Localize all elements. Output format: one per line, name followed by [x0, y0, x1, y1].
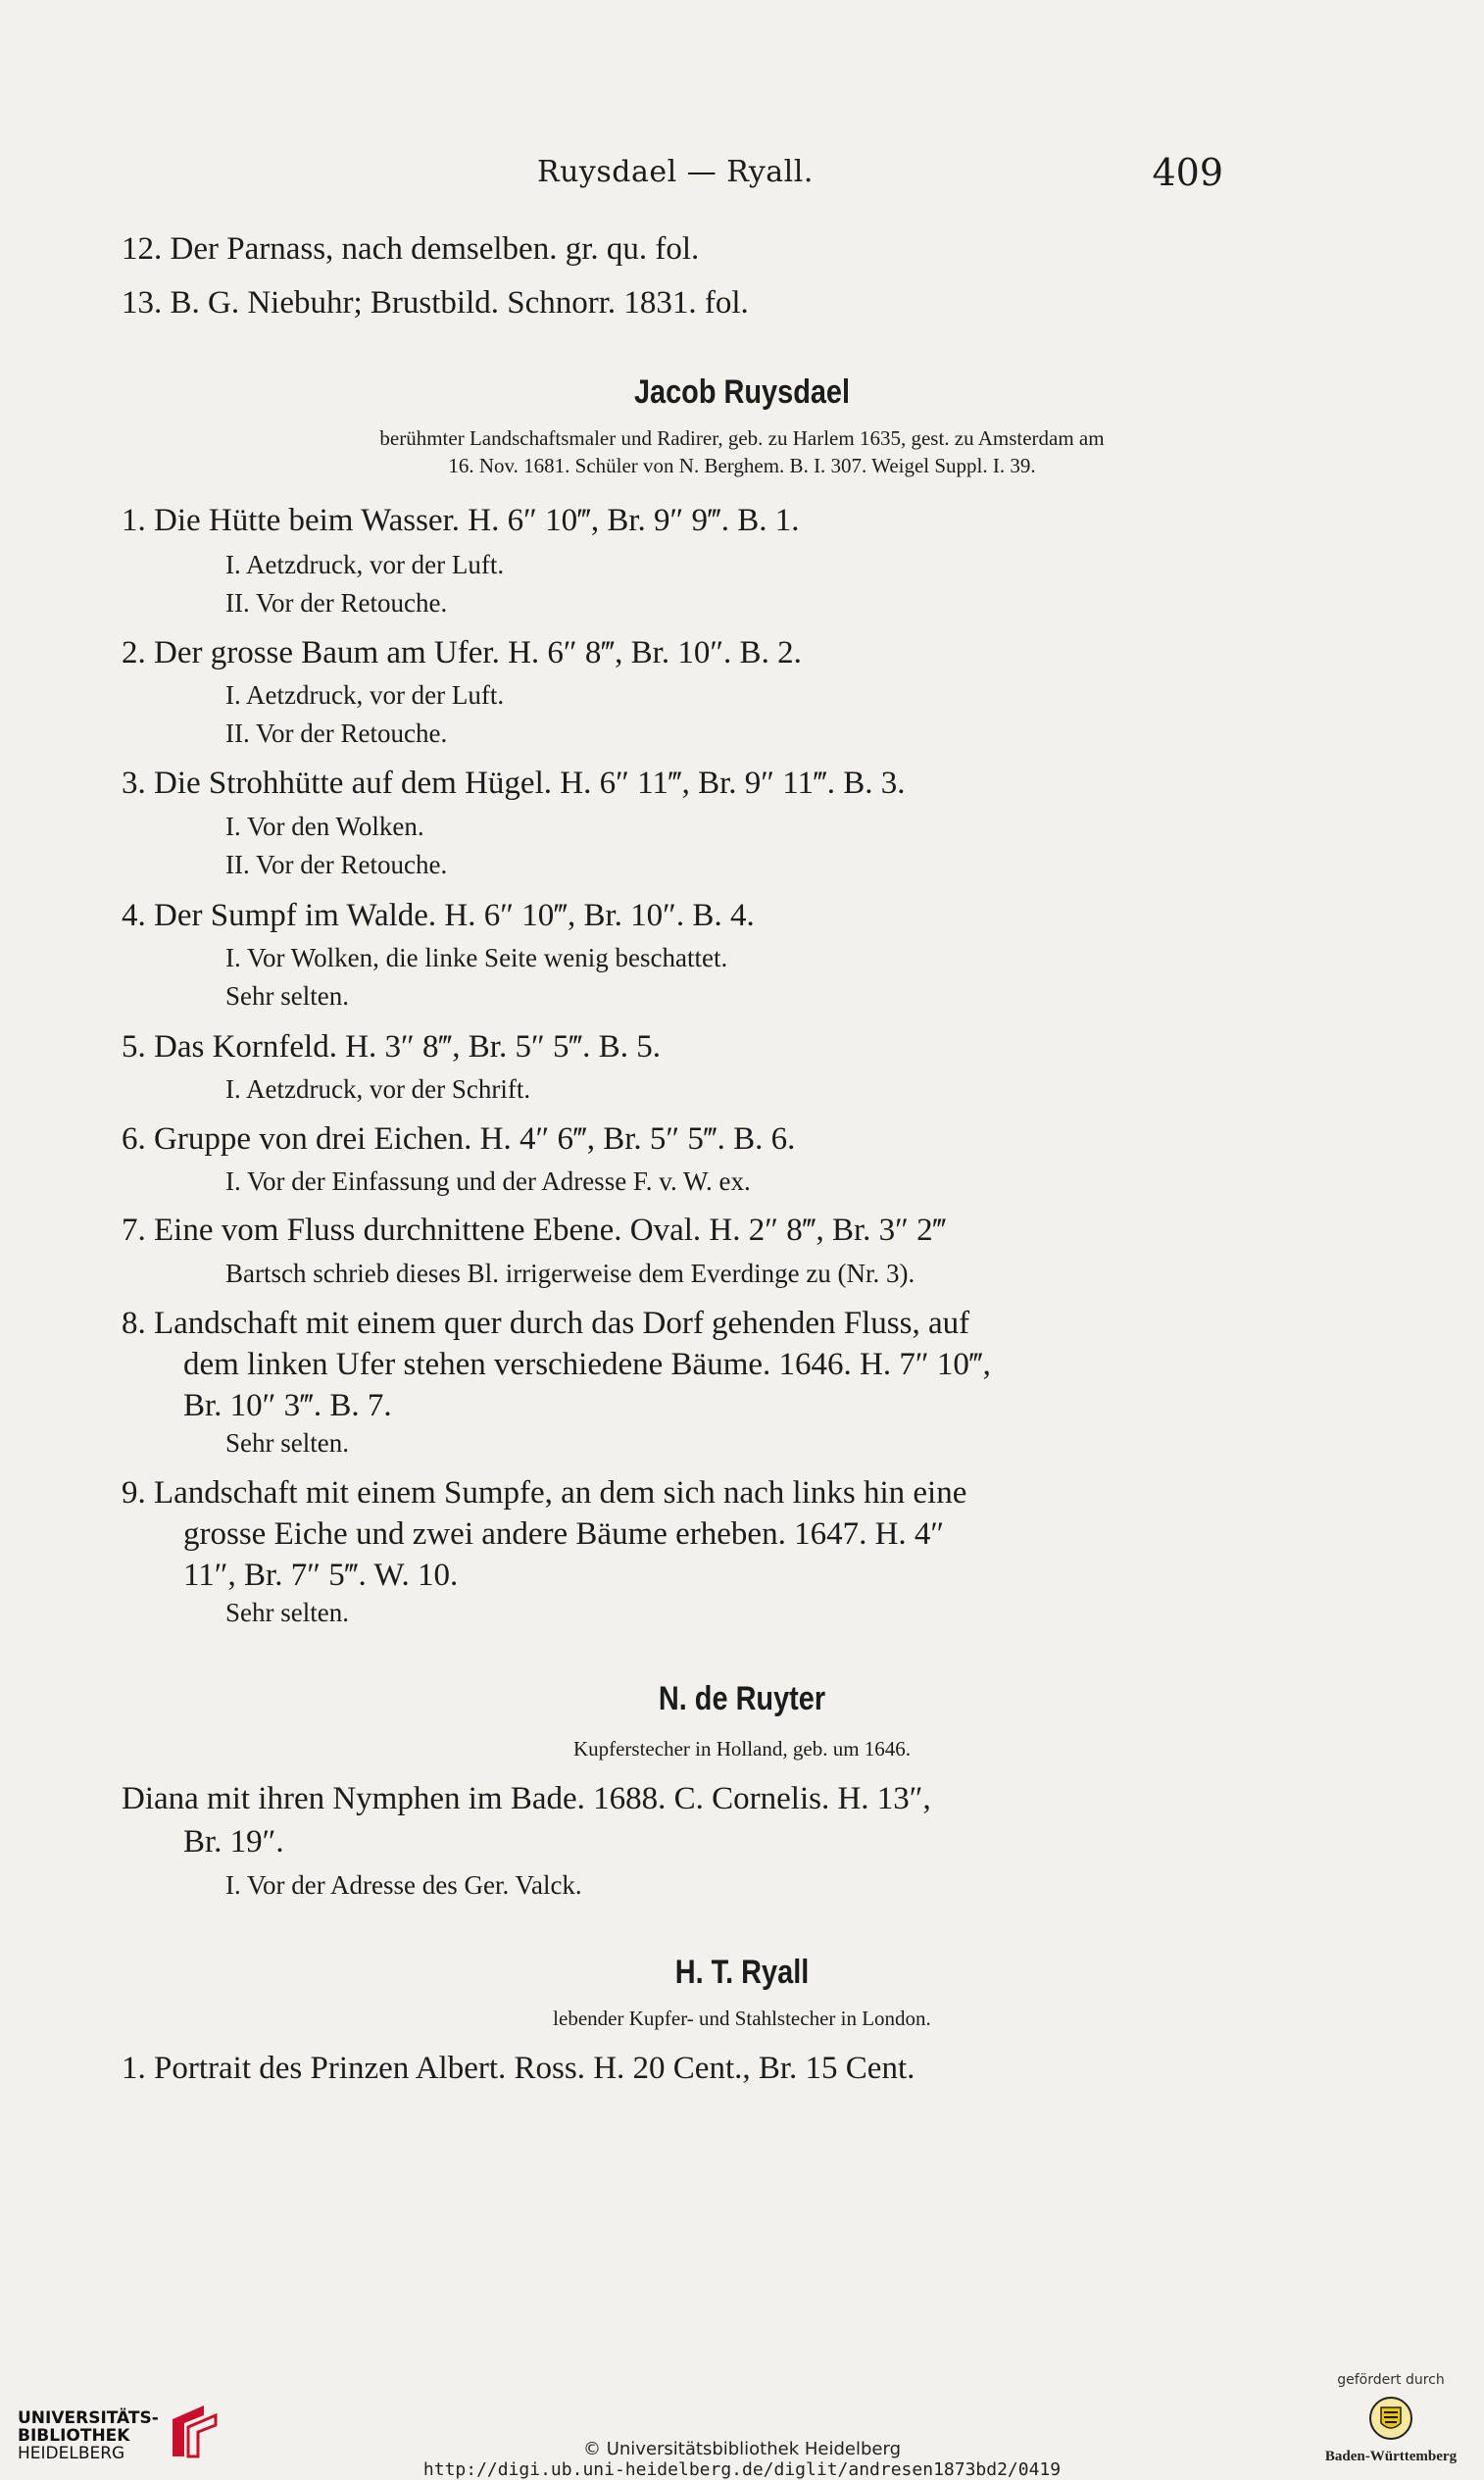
catalogue-entry-continuation: Br. 19″. — [183, 1824, 284, 1860]
state-note: Sehr selten. — [225, 1598, 349, 1627]
state-note: I. Vor Wolken, die linke Seite wenig beschattet. — [225, 943, 728, 972]
state-note: II. Vor der Retouche. — [225, 850, 448, 879]
state-note: II. Vor der Retouche. — [225, 588, 448, 618]
copyright-notice: © Universitätsbibliothek Heidelberg — [582, 2439, 901, 2459]
source-url[interactable]: http://digi.ub.uni-heidelberg.de/diglit/andresen1873bd2/0419 — [422, 2459, 1062, 2480]
page-header — [537, 151, 1223, 204]
catalogue-entry: 8. Landschaft mit einem quer durch das Dorf gehenden Fluss, auf — [122, 1306, 970, 1341]
state-note: Sehr selten. — [225, 981, 349, 1011]
catalogue-entry: 7. Eine vom Fluss durchnittene Ebene. Oval. H. 2″ 8‴, Br. 3″ 2‴ — [122, 1213, 947, 1248]
state-note: I. Vor der Adresse des Ger. Valck. — [225, 1870, 582, 1900]
catalogue-entry: 4. Der Sumpf im Walde. H. 6″ 10‴, Br. 10″. B. 4. — [122, 898, 755, 933]
digitization-footer — [0, 2362, 1484, 2480]
artist-bio-line: berühmter Landschaftsmaler und Radirer, geb. zu Harlem 1635, gest. zu Amsterdam am — [379, 426, 1105, 450]
entry-13: 13. B. G. Niebuhr; Brustbild. Schnorr. 1831. fol. — [122, 285, 749, 321]
state-note: I. Vor den Wolken. — [225, 812, 424, 841]
catalogue-entry: 3. Die Strohhütte auf dem Hügel. H. 6″ 11‴, Br. 9″ 11‴. B. 3. — [122, 766, 906, 801]
artist-bio-line: Kupferstecher in Holland, geb. um 1646. — [572, 1737, 912, 1761]
state-note: II. Vor der Retouche. — [225, 719, 448, 748]
page-number: 409 — [1152, 151, 1223, 194]
section-heading-ruyter: N. de Ruyter — [658, 1680, 826, 1717]
catalogue-entry: Diana mit ihren Nymphen im Bade. 1688. C. Cornelis. H. 13″, — [122, 1781, 931, 1816]
state-note: Sehr selten. — [225, 1428, 349, 1458]
library-name-line: BIBLIOTHEK — [18, 2426, 130, 2446]
funder-name: Baden-Württemberg — [1324, 2449, 1458, 2464]
state-note: I. Aetzdruck, vor der Schrift. — [225, 1074, 531, 1104]
catalogue-entry-continuation: grosse Eiche und zwei andere Bäume erheben. 1647. H. 4″ — [183, 1516, 945, 1552]
section-heading-ruysdael: Jacob Ruysdael — [633, 373, 851, 411]
catalogue-entry-continuation: 11″, Br. 7″ 5‴. W. 10. — [183, 1558, 459, 1593]
catalogue-entry: 2. Der grosse Baum am Ufer. H. 6″ 8‴, Br. 10″. B. 2. — [122, 635, 802, 670]
artist-bio-line: lebender Kupfer- und Stahlstecher in London. — [553, 2007, 931, 2030]
funded-by-label: gefördert durch — [1337, 2372, 1445, 2388]
library-name-line: HEIDELBERG — [18, 2444, 125, 2463]
state-note: I. Aetzdruck, vor der Luft. — [225, 680, 505, 710]
catalogue-entry: 5. Das Kornfeld. H. 3″ 8‴, Br. 5″ 5‴. B. 5. — [122, 1029, 661, 1065]
catalogue-entry: 1. Portrait des Prinzen Albert. Ross. H. 20 Cent., Br. 15 Cent. — [122, 2051, 915, 2086]
state-note: I. Aetzdruck, vor der Luft. — [225, 550, 505, 579]
catalogue-entry-continuation: Br. 10″ 3‴. B. 7. — [183, 1388, 392, 1423]
library-name-line: UNIVERSITÄTS- — [18, 2408, 159, 2428]
catalogue-entry: 9. Landschaft mit einem Sumpfe, an dem sich nach links hin eine — [122, 1475, 967, 1511]
state-note: Bartsch schrieb dieses Bl. irrigerweise dem Everdinge zu (Nr. 3). — [225, 1259, 915, 1288]
running-title: Ruysdael — Ryall. — [537, 155, 814, 189]
section-heading-ryall: H. T. Ryall — [674, 1954, 810, 1991]
catalogue-entry: 6. Gruppe von drei Eichen. H. 4″ 6‴, Br. 5″ 5‴. B. 6. — [122, 1121, 796, 1157]
entry-12: 12. Der Parnass, nach demselben. gr. qu. fol. — [122, 231, 700, 267]
funder-block[interactable] — [1317, 2372, 1464, 2465]
catalogue-entry-continuation: dem linken Ufer stehen verschiedene Bäume. 1646. H. 7″ 10‴, — [183, 1347, 991, 1382]
catalogue-entry: 1. Die Hütte beim Wasser. H. 6″ 10‴, Br. 9″ 9‴. B. 1. — [122, 503, 800, 538]
artist-bio-line: 16. Nov. 1681. Schüler von N. Berghem. B. I. 307. Weigel Suppl. I. 39. — [448, 454, 1036, 477]
state-note: I. Vor der Einfassung und der Adresse F. v. W. ex. — [225, 1166, 751, 1196]
state-coat-of-arms-icon — [1368, 2396, 1413, 2441]
